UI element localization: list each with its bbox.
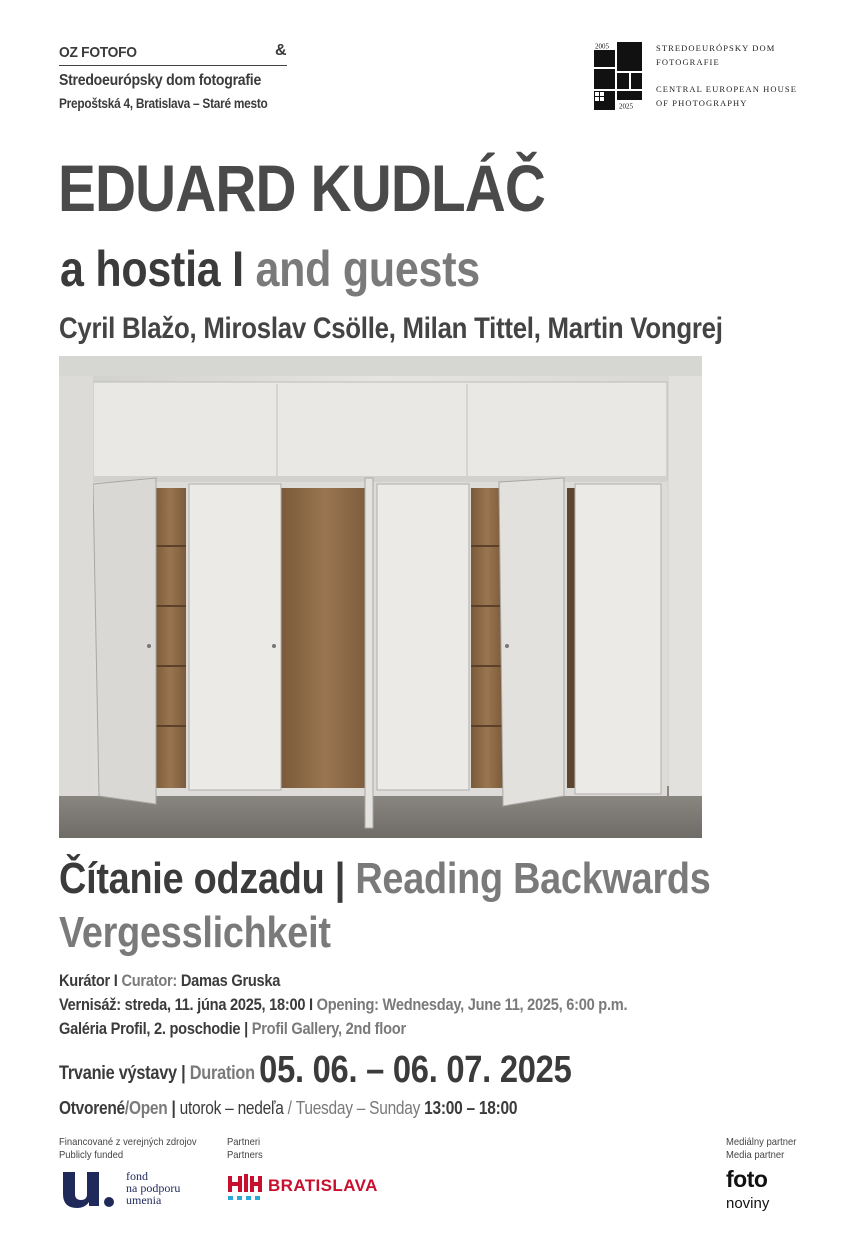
gallery-sep: | [244,1019,248,1038]
fund-name-2: na podporu [126,1181,181,1195]
open-sep: | [171,1098,176,1118]
logo-name-en-1: CENTRAL EUROPEAN HOUSE [656,84,797,94]
exhibition-title [59,852,711,906]
exhibition-title-de: Vergesslichkeit [59,908,331,957]
open-sk: Otvorené [59,1098,125,1118]
days-sk: utorok – nedeľa [179,1098,284,1118]
logo-year-end: 2025 [619,102,633,110]
fotonoviny-logo-noviny: noviny [726,1195,770,1212]
curator-label-en: Curator: [121,971,178,990]
curator-name: Damas Gruska [180,971,281,990]
gallery-sk: Galéria Profil, 2. poschodie [59,1019,241,1038]
subtitle [60,240,480,298]
logo-name-sk-2: FOTOGRAFIE [656,57,720,67]
curator-line [59,971,280,991]
exhibition-title-sep: | [334,854,346,903]
artist-name: EDUARD KUDLÁČ [58,151,546,225]
curator-label-sk: Kurátor [59,971,110,990]
exhibition-title-en: Reading Backwards [355,854,711,903]
duration-line [59,1049,571,1092]
exhibition-photo [59,356,702,838]
fund-name-3: umenia [126,1193,162,1207]
org-name: Stredoeurópsky dom fotografie [59,72,262,89]
subtitle-sk: a hostia [60,241,221,297]
days-slash: / [287,1098,292,1118]
subtitle-sep: I [232,241,244,297]
guest-artists: Cyril Blažo, Miroslav Csölle, Milan Tittel, Martin Vongrej [59,312,723,345]
fotonoviny-logo-foto: foto [726,1166,768,1192]
logo-name-sk [656,41,775,69]
opening-en: Opening: Wednesday, June 11, 2025, 6:00 p.m. [316,995,628,1014]
opening-sk: Vernisáž: streda, 11. júna 2025, 18:00 [59,995,306,1014]
hours: 13:00 – 18:00 [424,1098,518,1118]
opening-line [59,995,627,1015]
media-sk: Mediálny partner [726,1136,797,1148]
opening-sep: I [309,995,313,1014]
gallery-en: Profil Gallery, 2nd floor [251,1019,406,1038]
logo-name-en-2: OF PHOTOGRAPHY [656,98,748,108]
curator-sep: I [113,971,118,990]
funded-en: Publicly funded [59,1149,124,1161]
partners-label [227,1136,263,1162]
gallery-line [59,1019,406,1039]
fund-name-1: fond [126,1169,148,1183]
header-rule [59,65,287,66]
duration-sk: Trvanie výstavy [59,1063,177,1084]
logo-year-start: 2005 [595,42,609,51]
fund-name [126,1170,180,1206]
address: Prepoštská 4, Bratislava – Staré mesto [59,96,268,111]
duration-sep: | [181,1063,186,1084]
subtitle-en: and guests [255,241,480,297]
bratislava-logo-icon [228,1172,264,1202]
org-line: OZ FOTOFO [59,44,137,61]
ampersand: & [275,42,287,59]
logo-name-sk-1: STREDOEURÓPSKY DOM [656,43,776,53]
open-slash: / [124,1098,129,1118]
duration-en: Duration [189,1063,255,1084]
funded-sk: Financované z verejných zdrojov [59,1136,197,1148]
days-en: Tuesday – Sunday [295,1098,421,1118]
funded-label [59,1136,197,1162]
open-en: Open [128,1098,168,1118]
exhibition-title-sk: Čítanie odzadu [59,854,325,903]
bratislava-wordmark: BRATISLAVA [268,1176,378,1195]
media-partner-label [726,1136,796,1162]
duration-dates: 05. 06. – 06. 07. 2025 [259,1049,572,1091]
partners-sk: Partneri [227,1136,261,1148]
media-en: Media partner [726,1149,785,1161]
house-logo [594,42,642,110]
logo-name-en [656,82,797,110]
opening-hours-line [59,1098,517,1119]
partners-en: Partners [227,1149,263,1161]
fund-logo-icon [59,1166,119,1210]
